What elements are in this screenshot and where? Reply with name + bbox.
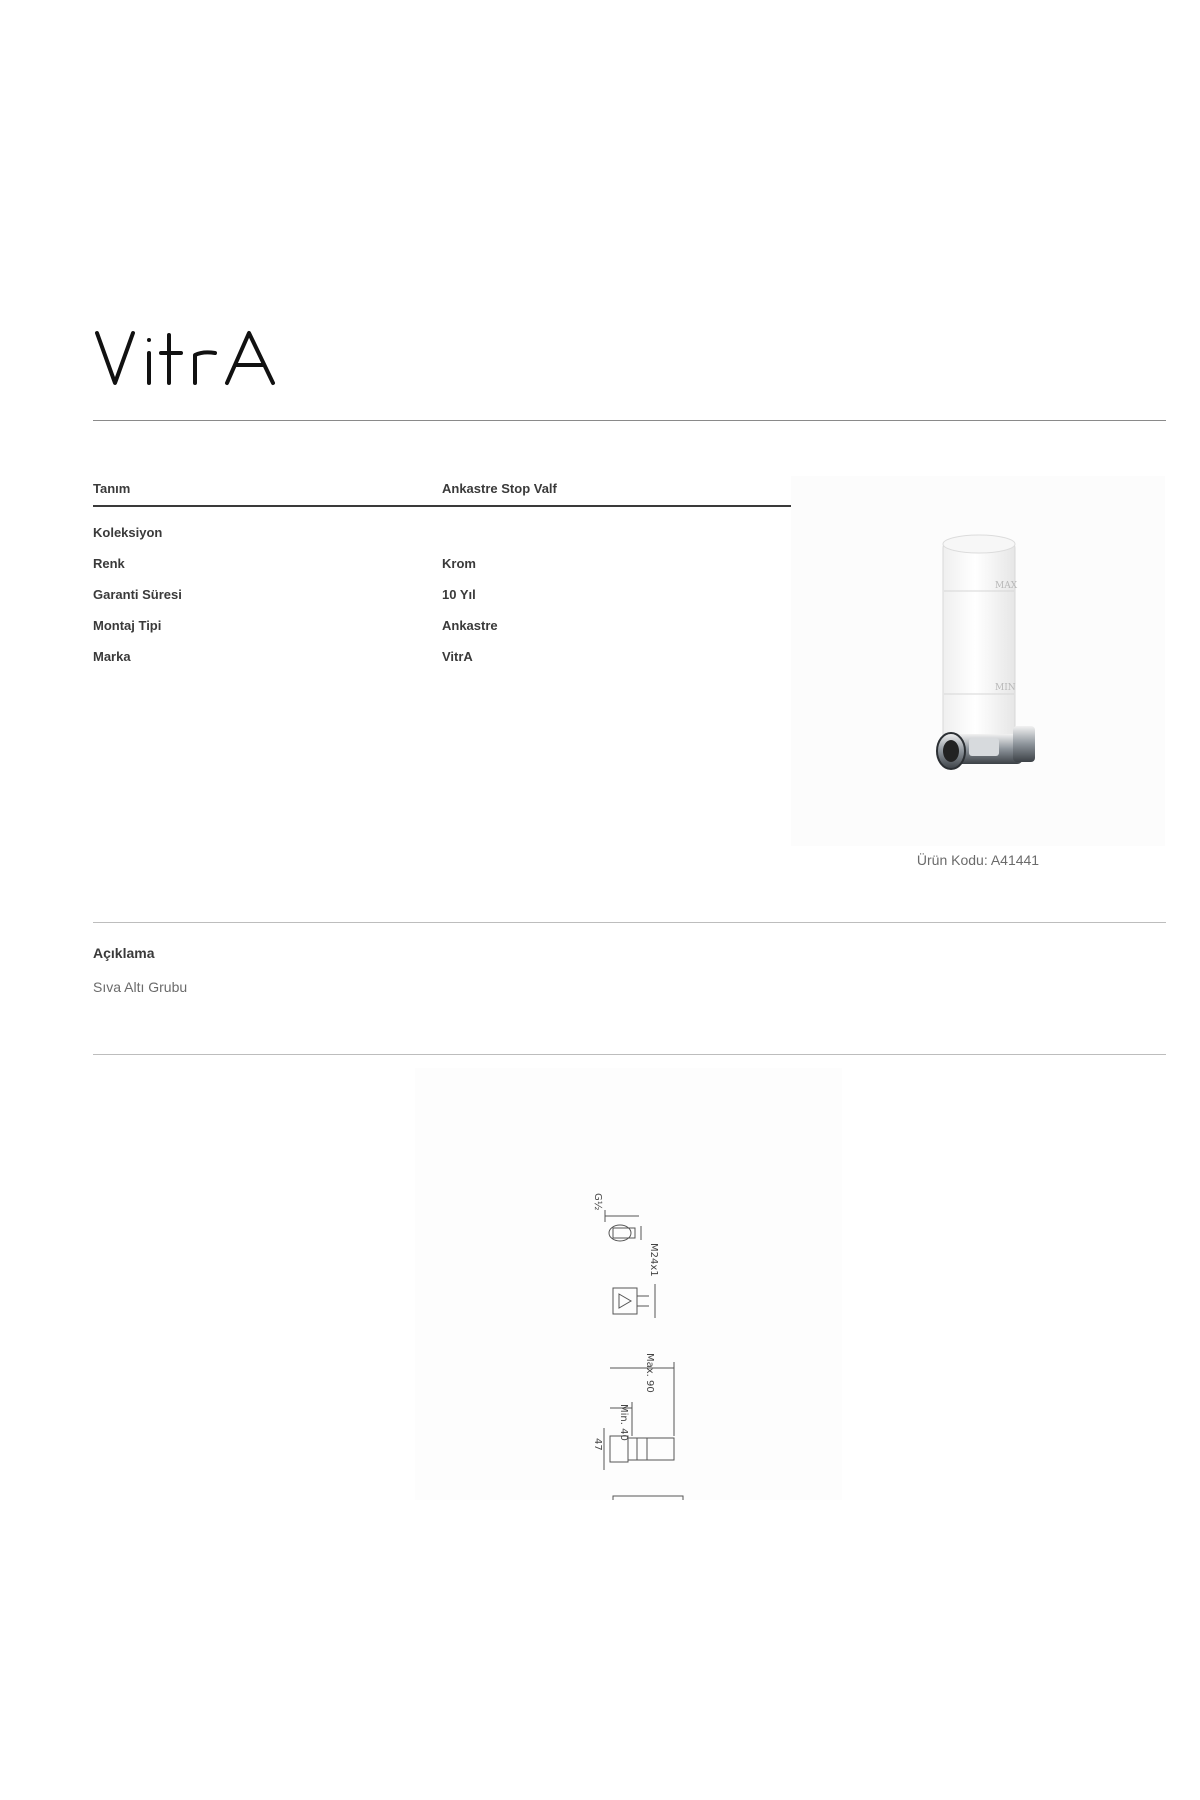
top-divider	[93, 420, 1166, 421]
spec-row-brand	[93, 641, 791, 672]
technical-drawing-svg	[415, 1068, 842, 1500]
dim-m24x1: M24x1	[648, 1243, 659, 1277]
spec-row-color	[93, 548, 791, 579]
spec-row-mounting	[93, 610, 791, 641]
spec-key: Renk	[93, 556, 125, 571]
dim-max: Max. 90	[644, 1353, 655, 1393]
spec-value: Ankastre	[442, 618, 498, 633]
dim-min: Min. 40	[618, 1404, 629, 1441]
min-label: MIN	[995, 683, 1016, 693]
spec-value: Ankastre Stop Valf	[442, 481, 557, 496]
description-text: Sıva Altı Grubu	[93, 979, 188, 995]
vitra-logo	[93, 325, 278, 391]
spec-key: Marka	[93, 649, 131, 664]
technical-drawing	[415, 1068, 842, 1500]
spec-value: 10 Yıl	[442, 587, 476, 602]
dim-depth: 47	[592, 1438, 603, 1451]
spec-key: Koleksiyon	[93, 525, 163, 540]
product-code: Ürün Kodu: A41441	[916, 852, 1040, 868]
spec-key: Tanım	[93, 481, 131, 496]
spec-key: Garanti Süresi	[93, 587, 182, 602]
spec-key: Montaj Tipi	[93, 618, 162, 633]
spec-value: Krom	[442, 556, 476, 571]
spec-value: VitrA	[442, 649, 473, 664]
spec-row-collection	[93, 517, 791, 548]
max-label: MAX	[995, 581, 1018, 591]
product-image	[791, 476, 1165, 846]
section-divider	[93, 922, 1166, 923]
stop-valve-image	[791, 476, 1165, 846]
description-title: Açıklama	[93, 945, 155, 961]
section-divider	[93, 1054, 1166, 1055]
dim-g-half: G½	[592, 1193, 603, 1211]
spec-row-warranty	[93, 579, 791, 610]
spec-table	[93, 475, 791, 672]
spec-row-definition	[93, 475, 791, 507]
